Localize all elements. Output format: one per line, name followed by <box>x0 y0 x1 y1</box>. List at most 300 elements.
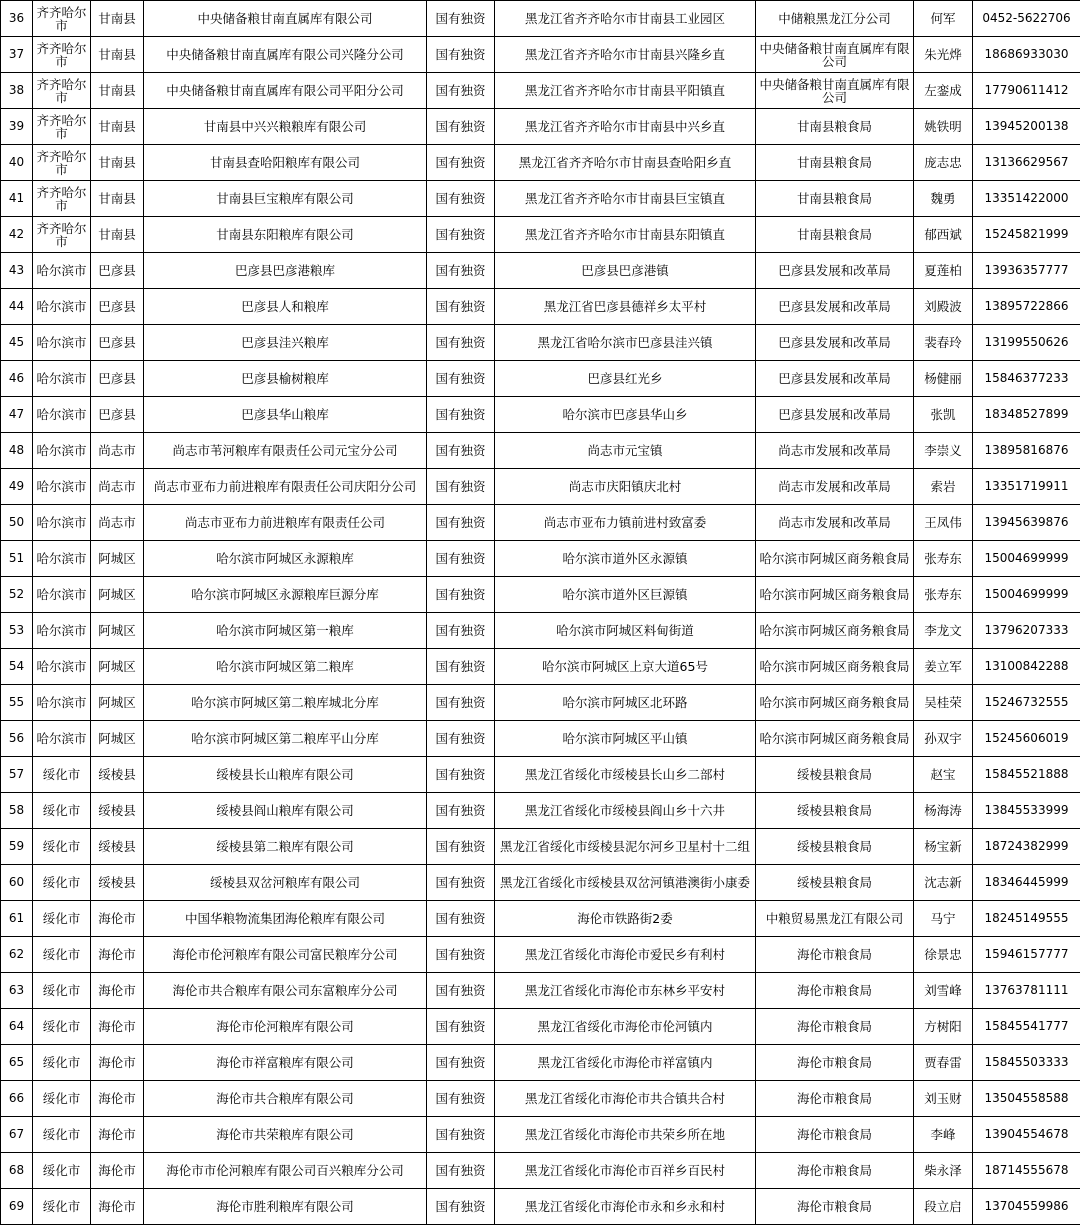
phone-cell: 15246732555 <box>973 685 1080 721</box>
city-cell: 齐齐哈尔市 <box>33 37 91 73</box>
ownership-cell: 国有独资 <box>427 289 495 325</box>
city-cell: 绥化市 <box>33 757 91 793</box>
city-cell: 绥化市 <box>33 901 91 937</box>
row-number: 65 <box>1 1045 33 1081</box>
depot-name-cell: 海伦市伦河粮库有限公司富民粮库分公司 <box>144 937 427 973</box>
phone-cell: 13796207333 <box>973 613 1080 649</box>
ownership-cell: 国有独资 <box>427 1117 495 1153</box>
row-number: 44 <box>1 289 33 325</box>
table-row <box>1 721 1080 757</box>
county-cell: 海伦市 <box>91 1189 144 1225</box>
phone-cell: 13351422000 <box>973 181 1080 217</box>
depot-name-cell: 甘南县查哈阳粮库有限公司 <box>144 145 427 181</box>
phone-cell: 13945200138 <box>973 109 1080 145</box>
table-row <box>1 1 1080 37</box>
county-cell: 阿城区 <box>91 721 144 757</box>
city-cell: 绥化市 <box>33 937 91 973</box>
authority-cell: 哈尔滨市阿城区商务粮食局 <box>756 577 914 613</box>
depot-name-cell: 甘南县巨宝粮库有限公司 <box>144 181 427 217</box>
ownership-cell: 国有独资 <box>427 505 495 541</box>
row-number: 36 <box>1 1 33 37</box>
depot-name-cell: 绥棱县长山粮库有限公司 <box>144 757 427 793</box>
table-row <box>1 505 1080 541</box>
depot-name-cell: 哈尔滨市阿城区永源粮库巨源分库 <box>144 577 427 613</box>
county-cell: 巴彦县 <box>91 289 144 325</box>
row-number: 51 <box>1 541 33 577</box>
depot-name-cell: 尚志市亚布力前进粮库有限责任公司 <box>144 505 427 541</box>
phone-cell: 13504558588 <box>973 1081 1080 1117</box>
table-row <box>1 1081 1080 1117</box>
authority-cell: 绥棱县粮食局 <box>756 757 914 793</box>
contact-name-cell: 索岩 <box>914 469 973 505</box>
authority-cell: 海伦市粮食局 <box>756 1045 914 1081</box>
depot-name-cell: 中央储备粮甘南直属库有限公司 <box>144 1 427 37</box>
phone-cell: 13845533999 <box>973 793 1080 829</box>
ownership-cell: 国有独资 <box>427 793 495 829</box>
county-cell: 海伦市 <box>91 1153 144 1189</box>
city-cell: 绥化市 <box>33 1117 91 1153</box>
phone-cell: 13136629567 <box>973 145 1080 181</box>
ownership-cell: 国有独资 <box>427 325 495 361</box>
city-cell: 哈尔滨市 <box>33 325 91 361</box>
contact-name-cell: 姚铁明 <box>914 109 973 145</box>
ownership-cell: 国有独资 <box>427 865 495 901</box>
row-number: 43 <box>1 253 33 289</box>
county-cell: 甘南县 <box>91 1 144 37</box>
row-number: 52 <box>1 577 33 613</box>
ownership-cell: 国有独资 <box>427 361 495 397</box>
contact-name-cell: 刘殿波 <box>914 289 973 325</box>
table-row <box>1 1189 1080 1225</box>
row-number: 39 <box>1 109 33 145</box>
depot-name-cell: 海伦市共荣粮库有限公司 <box>144 1117 427 1153</box>
ownership-cell: 国有独资 <box>427 937 495 973</box>
ownership-cell: 国有独资 <box>427 685 495 721</box>
county-cell: 绥棱县 <box>91 793 144 829</box>
city-cell: 哈尔滨市 <box>33 505 91 541</box>
city-cell: 哈尔滨市 <box>33 469 91 505</box>
depot-name-cell: 甘南县东阳粮库有限公司 <box>144 217 427 253</box>
county-cell: 阿城区 <box>91 685 144 721</box>
table-row <box>1 217 1080 253</box>
ownership-cell: 国有独资 <box>427 613 495 649</box>
ownership-cell: 国有独资 <box>427 541 495 577</box>
address-cell: 黑龙江省绥化市海伦市百祥乡百民村 <box>495 1153 756 1189</box>
row-number: 59 <box>1 829 33 865</box>
county-cell: 阿城区 <box>91 613 144 649</box>
authority-cell: 海伦市粮食局 <box>756 1117 914 1153</box>
address-cell: 黑龙江省齐齐哈尔市甘南县查哈阳乡直 <box>495 145 756 181</box>
city-cell: 齐齐哈尔市 <box>33 73 91 109</box>
phone-cell: 13895816876 <box>973 433 1080 469</box>
authority-cell: 绥棱县粮食局 <box>756 793 914 829</box>
table-row <box>1 289 1080 325</box>
table-body <box>1 1 1080 1225</box>
table-row <box>1 1009 1080 1045</box>
city-cell: 绥化市 <box>33 1153 91 1189</box>
county-cell: 海伦市 <box>91 901 144 937</box>
phone-cell: 13936357777 <box>973 253 1080 289</box>
county-cell: 甘南县 <box>91 73 144 109</box>
table-row <box>1 865 1080 901</box>
contact-name-cell: 马宁 <box>914 901 973 937</box>
table-row <box>1 397 1080 433</box>
phone-cell: 15845521888 <box>973 757 1080 793</box>
authority-cell: 海伦市粮食局 <box>756 1009 914 1045</box>
city-cell: 齐齐哈尔市 <box>33 109 91 145</box>
ownership-cell: 国有独资 <box>427 181 495 217</box>
depot-name-cell: 巴彦县洼兴粮库 <box>144 325 427 361</box>
depot-name-cell: 尚志市亚布力前进粮库有限责任公司庆阳分公司 <box>144 469 427 505</box>
depot-name-cell: 哈尔滨市阿城区第二粮库城北分库 <box>144 685 427 721</box>
contact-name-cell: 庞志忠 <box>914 145 973 181</box>
phone-cell: 15004699999 <box>973 577 1080 613</box>
authority-cell: 哈尔滨市阿城区商务粮食局 <box>756 613 914 649</box>
row-number: 56 <box>1 721 33 757</box>
address-cell: 哈尔滨市阿城区上京大道65号 <box>495 649 756 685</box>
county-cell: 阿城区 <box>91 541 144 577</box>
contact-name-cell: 张寿东 <box>914 577 973 613</box>
ownership-cell: 国有独资 <box>427 73 495 109</box>
phone-cell: 18348527899 <box>973 397 1080 433</box>
city-cell: 绥化市 <box>33 1189 91 1225</box>
contact-name-cell: 赵宝 <box>914 757 973 793</box>
ownership-cell: 国有独资 <box>427 1009 495 1045</box>
phone-cell: 18245149555 <box>973 901 1080 937</box>
row-number: 45 <box>1 325 33 361</box>
address-cell: 尚志市亚布力镇前进村致富委 <box>495 505 756 541</box>
contact-name-cell: 孙双宇 <box>914 721 973 757</box>
authority-cell: 海伦市粮食局 <box>756 1081 914 1117</box>
ownership-cell: 国有独资 <box>427 109 495 145</box>
county-cell: 绥棱县 <box>91 865 144 901</box>
contact-name-cell: 贾春雷 <box>914 1045 973 1081</box>
contact-name-cell: 杨宝新 <box>914 829 973 865</box>
address-cell: 黑龙江省齐齐哈尔市甘南县工业园区 <box>495 1 756 37</box>
authority-cell: 中央储备粮甘南直属库有限公司 <box>756 73 914 109</box>
county-cell: 甘南县 <box>91 37 144 73</box>
phone-cell: 13895722866 <box>973 289 1080 325</box>
table-row <box>1 937 1080 973</box>
ownership-cell: 国有独资 <box>427 577 495 613</box>
phone-cell: 17790611412 <box>973 73 1080 109</box>
authority-cell: 尚志市发展和改革局 <box>756 433 914 469</box>
city-cell: 哈尔滨市 <box>33 253 91 289</box>
city-cell: 哈尔滨市 <box>33 289 91 325</box>
address-cell: 黑龙江省绥化市海伦市伦河镇内 <box>495 1009 756 1045</box>
address-cell: 黑龙江省齐齐哈尔市甘南县东阳镇直 <box>495 217 756 253</box>
phone-cell: 15845541777 <box>973 1009 1080 1045</box>
city-cell: 绥化市 <box>33 973 91 1009</box>
authority-cell: 海伦市粮食局 <box>756 937 914 973</box>
authority-cell: 海伦市粮食局 <box>756 1153 914 1189</box>
row-number: 67 <box>1 1117 33 1153</box>
county-cell: 甘南县 <box>91 145 144 181</box>
address-cell: 黑龙江省绥化市海伦市爱民乡有利村 <box>495 937 756 973</box>
address-cell: 巴彦县红光乡 <box>495 361 756 397</box>
address-cell: 黑龙江省巴彦县德祥乡太平村 <box>495 289 756 325</box>
city-cell: 绥化市 <box>33 793 91 829</box>
table-row <box>1 1153 1080 1189</box>
row-number: 64 <box>1 1009 33 1045</box>
county-cell: 甘南县 <box>91 181 144 217</box>
contact-name-cell: 刘雪峰 <box>914 973 973 1009</box>
table-row <box>1 433 1080 469</box>
contact-name-cell: 杨健丽 <box>914 361 973 397</box>
authority-cell: 海伦市粮食局 <box>756 1189 914 1225</box>
authority-cell: 巴彦县发展和改革局 <box>756 325 914 361</box>
ownership-cell: 国有独资 <box>427 253 495 289</box>
authority-cell: 甘南县粮食局 <box>756 217 914 253</box>
contact-name-cell: 姜立军 <box>914 649 973 685</box>
contact-name-cell: 郁西斌 <box>914 217 973 253</box>
phone-cell: 18714555678 <box>973 1153 1080 1189</box>
ownership-cell: 国有独资 <box>427 433 495 469</box>
row-number: 46 <box>1 361 33 397</box>
county-cell: 巴彦县 <box>91 361 144 397</box>
address-cell: 哈尔滨市巴彦县华山乡 <box>495 397 756 433</box>
row-number: 42 <box>1 217 33 253</box>
county-cell: 尚志市 <box>91 505 144 541</box>
ownership-cell: 国有独资 <box>427 1 495 37</box>
table-row <box>1 1045 1080 1081</box>
row-number: 40 <box>1 145 33 181</box>
county-cell: 海伦市 <box>91 1117 144 1153</box>
contact-name-cell: 张凯 <box>914 397 973 433</box>
contact-name-cell: 左銮成 <box>914 73 973 109</box>
ownership-cell: 国有独资 <box>427 721 495 757</box>
address-cell: 黑龙江省绥化市海伦市祥富镇内 <box>495 1045 756 1081</box>
table-row <box>1 685 1080 721</box>
address-cell: 黑龙江省齐齐哈尔市甘南县平阳镇直 <box>495 73 756 109</box>
contact-name-cell: 裴春玲 <box>914 325 973 361</box>
city-cell: 齐齐哈尔市 <box>33 181 91 217</box>
depot-name-cell: 中央储备粮甘南直属库有限公司兴隆分公司 <box>144 37 427 73</box>
address-cell: 黑龙江省齐齐哈尔市甘南县兴隆乡直 <box>495 37 756 73</box>
row-number: 50 <box>1 505 33 541</box>
ownership-cell: 国有独资 <box>427 649 495 685</box>
county-cell: 海伦市 <box>91 973 144 1009</box>
depot-name-cell: 中央储备粮甘南直属库有限公司平阳分公司 <box>144 73 427 109</box>
ownership-cell: 国有独资 <box>427 973 495 1009</box>
address-cell: 哈尔滨市阿城区料甸街道 <box>495 613 756 649</box>
phone-cell: 13199550626 <box>973 325 1080 361</box>
row-number: 41 <box>1 181 33 217</box>
authority-cell: 绥棱县粮食局 <box>756 829 914 865</box>
county-cell: 巴彦县 <box>91 325 144 361</box>
city-cell: 齐齐哈尔市 <box>33 1 91 37</box>
contact-name-cell: 徐景忠 <box>914 937 973 973</box>
row-number: 54 <box>1 649 33 685</box>
table-row <box>1 361 1080 397</box>
address-cell: 黑龙江省绥化市绥棱县双岔河镇港澳街小康委 <box>495 865 756 901</box>
city-cell: 哈尔滨市 <box>33 721 91 757</box>
depot-name-cell: 甘南县中兴兴粮粮库有限公司 <box>144 109 427 145</box>
table-row <box>1 973 1080 1009</box>
county-cell: 尚志市 <box>91 469 144 505</box>
city-cell: 绥化市 <box>33 865 91 901</box>
depot-name-cell: 海伦市祥富粮库有限公司 <box>144 1045 427 1081</box>
address-cell: 尚志市元宝镇 <box>495 433 756 469</box>
contact-name-cell: 李崇义 <box>914 433 973 469</box>
authority-cell: 绥棱县粮食局 <box>756 865 914 901</box>
address-cell: 黑龙江省绥化市绥棱县泥尔河乡卫星村十二组 <box>495 829 756 865</box>
contact-name-cell: 沈志新 <box>914 865 973 901</box>
city-cell: 绥化市 <box>33 829 91 865</box>
table-row <box>1 181 1080 217</box>
contact-name-cell: 杨海涛 <box>914 793 973 829</box>
authority-cell: 甘南县粮食局 <box>756 145 914 181</box>
authority-cell: 海伦市粮食局 <box>756 973 914 1009</box>
table-row <box>1 145 1080 181</box>
table-row <box>1 37 1080 73</box>
county-cell: 绥棱县 <box>91 829 144 865</box>
ownership-cell: 国有独资 <box>427 757 495 793</box>
authority-cell: 巴彦县发展和改革局 <box>756 253 914 289</box>
address-cell: 黑龙江省绥化市海伦市共合镇共合村 <box>495 1081 756 1117</box>
address-cell: 黑龙江省绥化市海伦市东林乡平安村 <box>495 973 756 1009</box>
city-cell: 哈尔滨市 <box>33 649 91 685</box>
ownership-cell: 国有独资 <box>427 469 495 505</box>
phone-cell: 18724382999 <box>973 829 1080 865</box>
table-row <box>1 469 1080 505</box>
contact-name-cell: 李峰 <box>914 1117 973 1153</box>
phone-cell: 0452-5622706 <box>973 1 1080 37</box>
depot-name-cell: 巴彦县巴彦港粮库 <box>144 253 427 289</box>
contact-name-cell: 朱光烨 <box>914 37 973 73</box>
table-row <box>1 73 1080 109</box>
city-cell: 哈尔滨市 <box>33 361 91 397</box>
row-number: 58 <box>1 793 33 829</box>
table-row <box>1 901 1080 937</box>
city-cell: 哈尔滨市 <box>33 433 91 469</box>
table-row <box>1 253 1080 289</box>
city-cell: 绥化市 <box>33 1045 91 1081</box>
row-number: 49 <box>1 469 33 505</box>
address-cell: 黑龙江省绥化市绥棱县阎山乡十六井 <box>495 793 756 829</box>
depot-name-cell: 海伦市市伦河粮库有限公司百兴粮库分公司 <box>144 1153 427 1189</box>
phone-cell: 15245821999 <box>973 217 1080 253</box>
authority-cell: 巴彦县发展和改革局 <box>756 361 914 397</box>
address-cell: 黑龙江省哈尔滨市巴彦县洼兴镇 <box>495 325 756 361</box>
ownership-cell: 国有独资 <box>427 397 495 433</box>
county-cell: 尚志市 <box>91 433 144 469</box>
phone-cell: 13945639876 <box>973 505 1080 541</box>
row-number: 66 <box>1 1081 33 1117</box>
depot-name-cell: 海伦市共合粮库有限公司东富粮库分公司 <box>144 973 427 1009</box>
contact-name-cell: 何军 <box>914 1 973 37</box>
table-row <box>1 793 1080 829</box>
ownership-cell: 国有独资 <box>427 37 495 73</box>
phone-cell: 13351719911 <box>973 469 1080 505</box>
phone-cell: 15245606019 <box>973 721 1080 757</box>
city-cell: 哈尔滨市 <box>33 541 91 577</box>
authority-cell: 哈尔滨市阿城区商务粮食局 <box>756 649 914 685</box>
depot-name-cell: 哈尔滨市阿城区第一粮库 <box>144 613 427 649</box>
county-cell: 海伦市 <box>91 1081 144 1117</box>
depot-name-cell: 哈尔滨市阿城区第二粮库 <box>144 649 427 685</box>
table-row <box>1 577 1080 613</box>
ownership-cell: 国有独资 <box>427 1045 495 1081</box>
authority-cell: 巴彦县发展和改革局 <box>756 397 914 433</box>
row-number: 60 <box>1 865 33 901</box>
authority-cell: 尚志市发展和改革局 <box>756 505 914 541</box>
table-row <box>1 829 1080 865</box>
city-cell: 哈尔滨市 <box>33 613 91 649</box>
row-number: 57 <box>1 757 33 793</box>
ownership-cell: 国有独资 <box>427 901 495 937</box>
county-cell: 阿城区 <box>91 577 144 613</box>
depot-name-cell: 哈尔滨市阿城区第二粮库平山分库 <box>144 721 427 757</box>
depot-name-cell: 海伦市共合粮库有限公司 <box>144 1081 427 1117</box>
table-row <box>1 1117 1080 1153</box>
table-row <box>1 757 1080 793</box>
address-cell: 尚志市庆阳镇庆北村 <box>495 469 756 505</box>
county-cell: 阿城区 <box>91 649 144 685</box>
address-cell: 黑龙江省齐齐哈尔市甘南县巨宝镇直 <box>495 181 756 217</box>
authority-cell: 哈尔滨市阿城区商务粮食局 <box>756 721 914 757</box>
county-cell: 海伦市 <box>91 1009 144 1045</box>
depot-name-cell: 中国华粮物流集团海伦粮库有限公司 <box>144 901 427 937</box>
depot-name-cell: 巴彦县人和粮库 <box>144 289 427 325</box>
row-number: 37 <box>1 37 33 73</box>
address-cell: 黑龙江省齐齐哈尔市甘南县中兴乡直 <box>495 109 756 145</box>
depot-name-cell: 海伦市伦河粮库有限公司 <box>144 1009 427 1045</box>
city-cell: 哈尔滨市 <box>33 397 91 433</box>
phone-cell: 13704559986 <box>973 1189 1080 1225</box>
county-cell: 海伦市 <box>91 1045 144 1081</box>
row-number: 48 <box>1 433 33 469</box>
row-number: 47 <box>1 397 33 433</box>
address-cell: 哈尔滨市阿城区平山镇 <box>495 721 756 757</box>
city-cell: 齐齐哈尔市 <box>33 145 91 181</box>
phone-cell: 13100842288 <box>973 649 1080 685</box>
phone-cell: 13763781111 <box>973 973 1080 1009</box>
phone-cell: 15845503333 <box>973 1045 1080 1081</box>
authority-cell: 巴彦县发展和改革局 <box>756 289 914 325</box>
authority-cell: 哈尔滨市阿城区商务粮食局 <box>756 685 914 721</box>
county-cell: 巴彦县 <box>91 253 144 289</box>
address-cell: 海伦市铁路街2委 <box>495 901 756 937</box>
row-number: 38 <box>1 73 33 109</box>
row-number: 62 <box>1 937 33 973</box>
county-cell: 甘南县 <box>91 109 144 145</box>
ownership-cell: 国有独资 <box>427 1081 495 1117</box>
ownership-cell: 国有独资 <box>427 829 495 865</box>
city-cell: 绥化市 <box>33 1009 91 1045</box>
contact-name-cell: 魏勇 <box>914 181 973 217</box>
row-number: 68 <box>1 1153 33 1189</box>
authority-cell: 哈尔滨市阿城区商务粮食局 <box>756 541 914 577</box>
ownership-cell: 国有独资 <box>427 145 495 181</box>
row-number: 53 <box>1 613 33 649</box>
county-cell: 海伦市 <box>91 937 144 973</box>
city-cell: 绥化市 <box>33 1081 91 1117</box>
phone-cell: 18346445999 <box>973 865 1080 901</box>
address-cell: 哈尔滨市道外区巨源镇 <box>495 577 756 613</box>
depot-name-cell: 哈尔滨市阿城区永源粮库 <box>144 541 427 577</box>
row-number: 61 <box>1 901 33 937</box>
depot-name-cell: 绥棱县双岔河粮库有限公司 <box>144 865 427 901</box>
contact-name-cell: 王凤伟 <box>914 505 973 541</box>
contact-name-cell: 李龙文 <box>914 613 973 649</box>
address-cell: 哈尔滨市阿城区北环路 <box>495 685 756 721</box>
authority-cell: 甘南县粮食局 <box>756 181 914 217</box>
authority-cell: 尚志市发展和改革局 <box>756 469 914 505</box>
contact-name-cell: 段立启 <box>914 1189 973 1225</box>
address-cell: 黑龙江省绥化市绥棱县长山乡二部村 <box>495 757 756 793</box>
city-cell: 哈尔滨市 <box>33 685 91 721</box>
